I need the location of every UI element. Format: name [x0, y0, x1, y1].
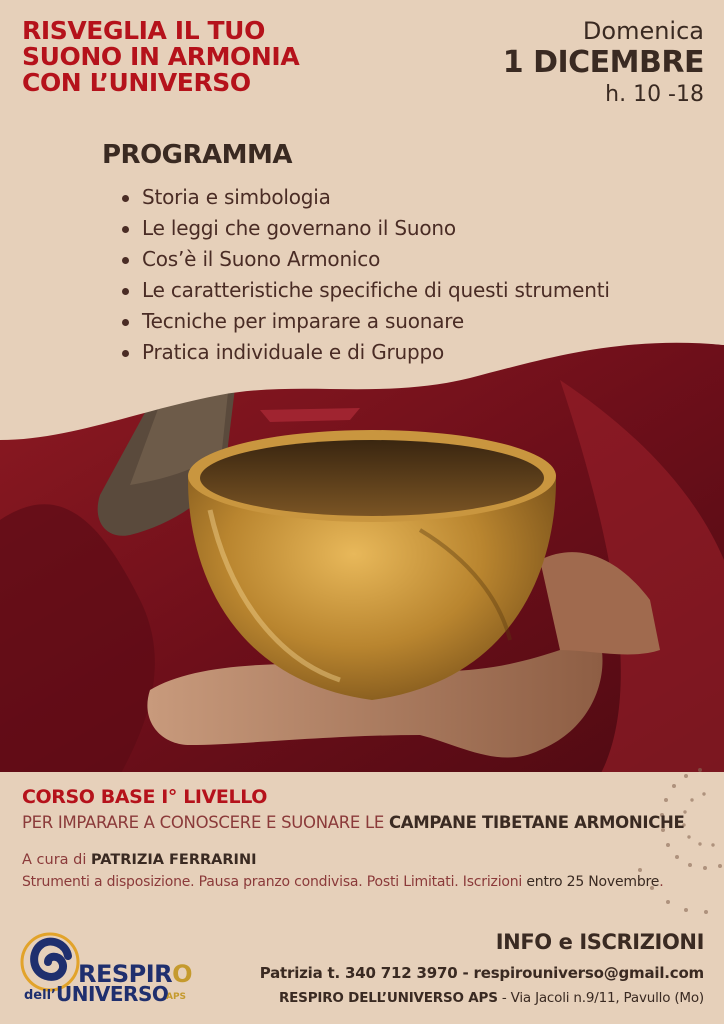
logo-aps-text: APS	[166, 992, 187, 1002]
logo-dell-text: dell’	[24, 988, 56, 1003]
logo-respiro-r: R	[78, 960, 96, 988]
program-list	[118, 182, 610, 368]
course-subtitle	[22, 813, 685, 832]
event-day: Domenica	[582, 17, 704, 45]
logo-universo-text: UNIVERSO	[56, 982, 169, 1006]
info-address-rest: - Via Jacoli n.9/11, Pavullo (Mo)	[497, 990, 704, 1006]
program-item: Pratica individuale e di Gruppo	[118, 337, 610, 368]
course-title: CORSO BASE I° LIVELLO	[22, 786, 267, 808]
course-subtitle-prefix: PER IMPARARE A CONOSCERE E SUONARE LE	[22, 813, 389, 832]
program-item: Le caratteristiche specifiche di questi strumenti	[118, 275, 610, 306]
info-address-name: RESPIRO DELL’UNIVERSO APS	[278, 990, 498, 1006]
program-item: Storia e simbologia	[118, 182, 610, 213]
respiro-universo-logo	[16, 922, 206, 1012]
headline-line-3: CON L’UNIVERSO	[22, 68, 251, 97]
event-time: h. 10 -18	[605, 82, 704, 107]
event-date-value: 1 DICEMBRE	[502, 45, 704, 80]
info-title: INFO e ISCRIZIONI	[495, 930, 704, 954]
curator-prefix: A cura di	[22, 852, 91, 868]
course-subtitle-highlight: CAMPANE TIBETANE ARMONICHE	[388, 813, 685, 832]
spiral-ornament-bottom-right	[600, 760, 724, 930]
notes-deadline: entro 25 Novembre	[526, 874, 660, 890]
event-date	[503, 16, 704, 110]
headline-line-2: SUONO IN ARMONIA	[22, 42, 300, 71]
program-item: Le leggi che governano il Suono	[118, 213, 610, 244]
program-item: Tecniche per imparare a suonare	[118, 306, 610, 337]
course-notes	[22, 874, 663, 890]
notes-prefix: Strumenti a disposizione. Pausa pranzo condivisa. Posti Limitati. Iscrizioni	[22, 874, 527, 890]
info-contact[interactable]: Patrizia t. 340 712 3970 - respirouniverso@gmail.com	[259, 964, 704, 982]
program-item: Cos’è il Suono Armonico	[118, 244, 610, 275]
curator	[22, 852, 256, 868]
program-title: PROGRAMMA	[102, 140, 293, 170]
notes-suffix: .	[659, 874, 664, 890]
headline	[22, 18, 352, 96]
curator-name: PATRIZIA FERRARINI	[91, 852, 257, 868]
logo-respiro-main: ESPIR	[95, 960, 173, 988]
info-address	[279, 990, 704, 1006]
logo-respiro-o: O	[172, 960, 193, 988]
headline-line-1: RISVEGLIA IL TUO	[22, 16, 265, 45]
